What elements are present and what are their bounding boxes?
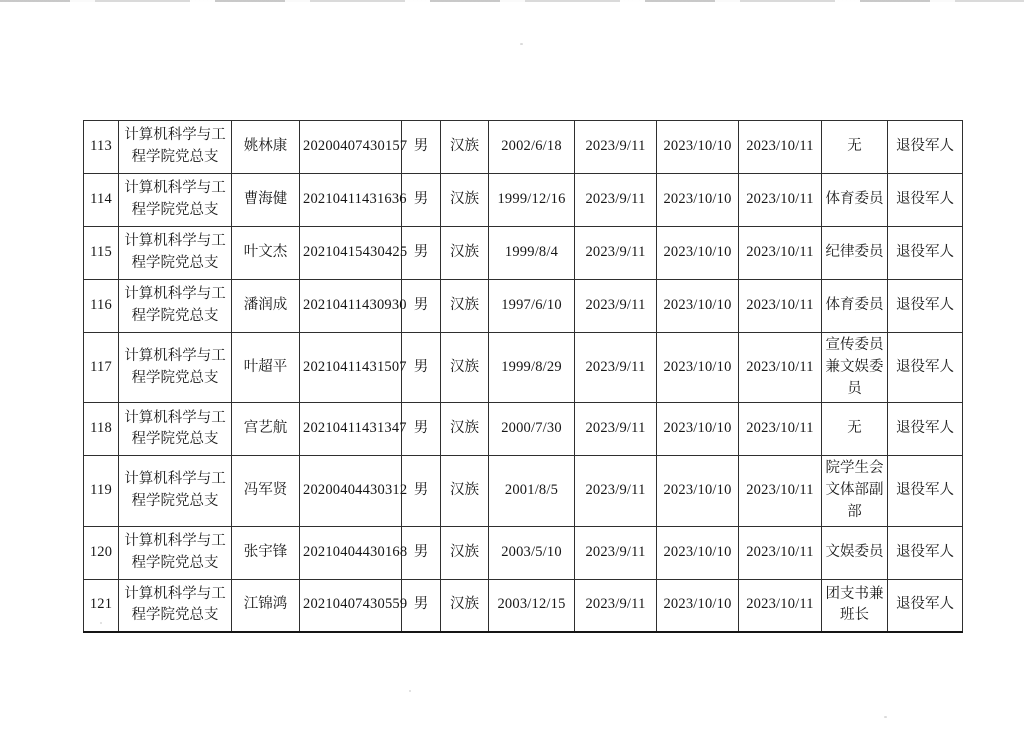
cell-date1: 2023/9/11 — [575, 403, 657, 456]
cell-position: 体育委员 — [822, 174, 888, 227]
table-row — [84, 526, 963, 579]
scan-speck — [100, 622, 102, 624]
cell-date3: 2023/10/11 — [739, 403, 822, 456]
cell-gender: 男 — [402, 526, 441, 579]
roster-table — [83, 120, 963, 633]
cell-name: 潘润成 — [232, 280, 300, 333]
scan-speck — [884, 716, 887, 718]
cell-date2: 2023/10/10 — [657, 579, 739, 632]
cell-date2: 2023/10/10 — [657, 174, 739, 227]
cell-id: 20200404430312 — [300, 456, 402, 526]
cell-category: 退役军人 — [888, 456, 963, 526]
cell-name: 叶超平 — [232, 333, 300, 403]
cell-date1: 2023/9/11 — [575, 174, 657, 227]
cell-gender: 男 — [402, 333, 441, 403]
cell-position: 宣传委员兼文娱委员 — [822, 333, 888, 403]
cell-no: 117 — [84, 333, 119, 403]
cell-date2: 2023/10/10 — [657, 333, 739, 403]
scan-speck — [409, 690, 411, 692]
cell-org: 计算机科学与工程学院党总支 — [119, 121, 232, 174]
cell-date2: 2023/10/10 — [657, 280, 739, 333]
cell-category: 退役军人 — [888, 333, 963, 403]
cell-date3: 2023/10/11 — [739, 579, 822, 632]
table-row — [84, 579, 963, 632]
cell-ethnicity: 汉族 — [441, 403, 489, 456]
cell-gender: 男 — [402, 174, 441, 227]
cell-date3: 2023/10/11 — [739, 526, 822, 579]
cell-birth: 1999/8/4 — [489, 227, 575, 280]
cell-org: 计算机科学与工程学院党总支 — [119, 333, 232, 403]
cell-ethnicity: 汉族 — [441, 579, 489, 632]
cell-ethnicity: 汉族 — [441, 456, 489, 526]
cell-gender: 男 — [402, 121, 441, 174]
cell-no: 119 — [84, 456, 119, 526]
cell-birth: 2001/8/5 — [489, 456, 575, 526]
cell-birth: 1997/6/10 — [489, 280, 575, 333]
cell-date2: 2023/10/10 — [657, 456, 739, 526]
cell-date1: 2023/9/11 — [575, 333, 657, 403]
cell-date2: 2023/10/10 — [657, 227, 739, 280]
cell-no: 118 — [84, 403, 119, 456]
table-row — [84, 333, 963, 403]
table-row — [84, 227, 963, 280]
cell-org: 计算机科学与工程学院党总支 — [119, 227, 232, 280]
cell-birth: 1999/8/29 — [489, 333, 575, 403]
cell-no: 121 — [84, 579, 119, 632]
cell-ethnicity: 汉族 — [441, 227, 489, 280]
cell-birth: 2003/12/15 — [489, 579, 575, 632]
cell-date3: 2023/10/11 — [739, 227, 822, 280]
cell-gender: 男 — [402, 227, 441, 280]
cell-id: 20210415430425 — [300, 227, 402, 280]
cell-category: 退役军人 — [888, 121, 963, 174]
cell-no: 116 — [84, 280, 119, 333]
cell-name: 宫艺航 — [232, 403, 300, 456]
cell-no: 115 — [84, 227, 119, 280]
cell-no: 114 — [84, 174, 119, 227]
cell-category: 退役军人 — [888, 526, 963, 579]
cell-id: 20210411431347 — [300, 403, 402, 456]
cell-birth: 2002/6/18 — [489, 121, 575, 174]
cell-gender: 男 — [402, 579, 441, 632]
cell-ethnicity: 汉族 — [441, 526, 489, 579]
cell-no: 113 — [84, 121, 119, 174]
cell-date3: 2023/10/11 — [739, 333, 822, 403]
cell-category: 退役军人 — [888, 280, 963, 333]
cell-ethnicity: 汉族 — [441, 333, 489, 403]
scan-speck — [520, 43, 523, 45]
cell-position: 体育委员 — [822, 280, 888, 333]
cell-birth: 1999/12/16 — [489, 174, 575, 227]
cell-name: 冯军贤 — [232, 456, 300, 526]
cell-date3: 2023/10/11 — [739, 456, 822, 526]
table-row — [84, 280, 963, 333]
cell-date1: 2023/9/11 — [575, 526, 657, 579]
cell-id: 20210411430930 — [300, 280, 402, 333]
cell-name: 曹海健 — [232, 174, 300, 227]
cell-date1: 2023/9/11 — [575, 579, 657, 632]
cell-id: 20200407430157 — [300, 121, 402, 174]
table-row — [84, 403, 963, 456]
cell-name: 叶文杰 — [232, 227, 300, 280]
cell-ethnicity: 汉族 — [441, 174, 489, 227]
cell-id: 20210411431636 — [300, 174, 402, 227]
cell-gender: 男 — [402, 403, 441, 456]
cell-date1: 2023/9/11 — [575, 456, 657, 526]
cell-position: 纪律委员 — [822, 227, 888, 280]
cell-category: 退役军人 — [888, 174, 963, 227]
cell-position: 院学生会文体部副部 — [822, 456, 888, 526]
cell-org: 计算机科学与工程学院党总支 — [119, 174, 232, 227]
cell-birth: 2000/7/30 — [489, 403, 575, 456]
cell-date2: 2023/10/10 — [657, 403, 739, 456]
cell-id: 20210404430168 — [300, 526, 402, 579]
cell-birth: 2003/5/10 — [489, 526, 575, 579]
cell-category: 退役军人 — [888, 579, 963, 632]
cell-name: 江锦鸿 — [232, 579, 300, 632]
cell-date3: 2023/10/11 — [739, 174, 822, 227]
cell-date1: 2023/9/11 — [575, 280, 657, 333]
cell-position: 无 — [822, 403, 888, 456]
cell-date1: 2023/9/11 — [575, 121, 657, 174]
cell-category: 退役军人 — [888, 403, 963, 456]
cell-no: 120 — [84, 526, 119, 579]
cell-date2: 2023/10/10 — [657, 121, 739, 174]
cell-name: 张宇锋 — [232, 526, 300, 579]
cell-position: 团支书兼班长 — [822, 579, 888, 632]
cell-id: 20210411431507 — [300, 333, 402, 403]
table-row — [84, 174, 963, 227]
scan-artifact-line — [0, 0, 1024, 2]
cell-gender: 男 — [402, 280, 441, 333]
cell-org: 计算机科学与工程学院党总支 — [119, 403, 232, 456]
cell-ethnicity: 汉族 — [441, 121, 489, 174]
cell-gender: 男 — [402, 456, 441, 526]
cell-org: 计算机科学与工程学院党总支 — [119, 280, 232, 333]
cell-date2: 2023/10/10 — [657, 526, 739, 579]
cell-ethnicity: 汉族 — [441, 280, 489, 333]
cell-org: 计算机科学与工程学院党总支 — [119, 579, 232, 632]
table-row — [84, 456, 963, 526]
cell-org: 计算机科学与工程学院党总支 — [119, 526, 232, 579]
cell-name: 姚林康 — [232, 121, 300, 174]
cell-id: 20210407430559 — [300, 579, 402, 632]
cell-date3: 2023/10/11 — [739, 121, 822, 174]
cell-category: 退役军人 — [888, 227, 963, 280]
cell-date3: 2023/10/11 — [739, 280, 822, 333]
cell-date1: 2023/9/11 — [575, 227, 657, 280]
cell-position: 文娱委员 — [822, 526, 888, 579]
table-row — [84, 121, 963, 174]
cell-org: 计算机科学与工程学院党总支 — [119, 456, 232, 526]
cell-position: 无 — [822, 121, 888, 174]
